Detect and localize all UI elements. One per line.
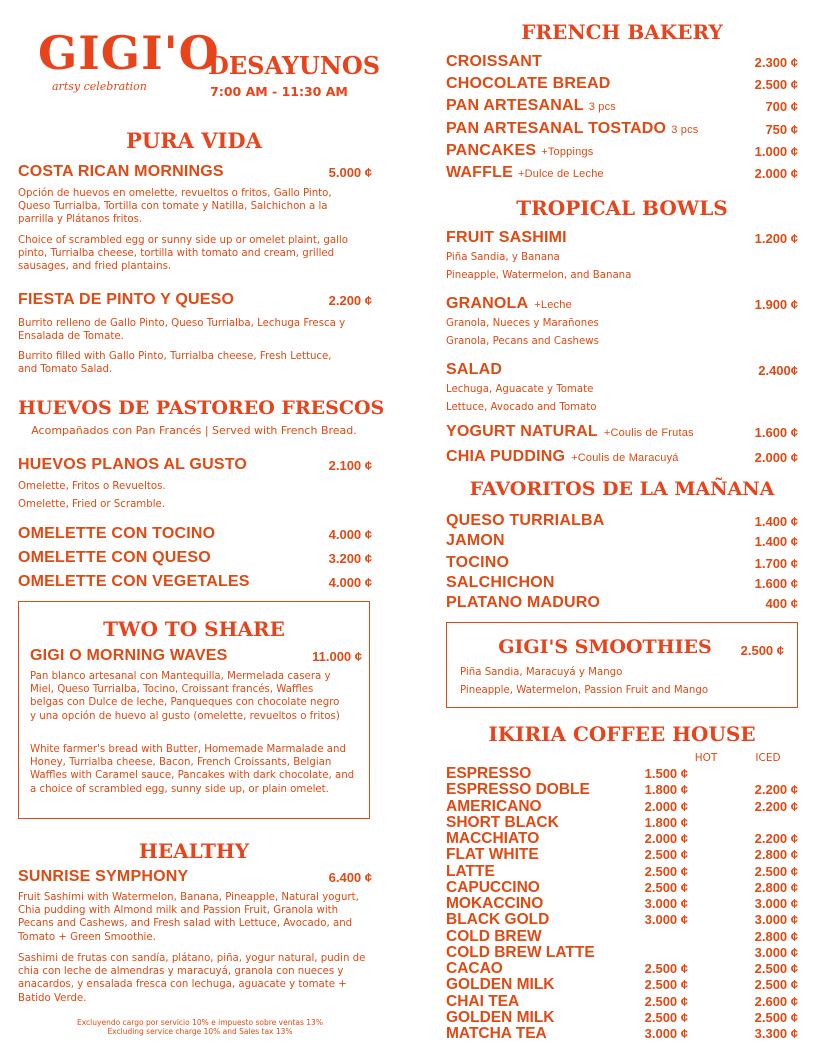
menu-item-desc-es: Pan blanco artesanal con Mantequilla, Mermelada casera y Miel, Queso Turrialba, Tocino, Croissant francés, Waffles belgas con Dulce de leche, Panqueques con chocolate negro y una opción de huevo al gusto (omelette, revueltos o fritos) — [30, 671, 340, 722]
tax-note-en: Excluding service charge 10% and Sales tax 13% — [107, 1027, 293, 1036]
coffee-hot-price: 2.500 ¢ — [644, 993, 688, 1009]
menu-item-name: OMELETTE CON VEGETALES — [18, 573, 250, 590]
menu-item-name: HUEVOS PLANOS AL GUSTO — [18, 456, 248, 473]
menu-item-name: GIGI O MORNING WAVES — [30, 647, 228, 664]
coffee-iced-price: 2.800 ¢ — [754, 928, 798, 944]
menu-item-label: FRUIT SASHIMI — [446, 229, 567, 246]
coffee-iced-price: 2.500 ¢ — [754, 1009, 798, 1025]
coffee-hot-price: 2.500 ¢ — [644, 863, 688, 879]
menu-item-desc-es: Granola, Nueces y Marañones — [446, 318, 599, 329]
coffee-name: GOLDEN MILK — [446, 976, 555, 994]
coffee-hot-price: 3.000 ¢ — [644, 1026, 688, 1041]
menu-item-note: +Leche — [534, 299, 572, 311]
menu-item-price: 1.400 ¢ — [754, 534, 798, 549]
menu-item-price: 1.700 ¢ — [754, 556, 798, 571]
coffee-hot-price: 2.000 ¢ — [644, 798, 688, 814]
menu-item-price: 3.200 ¢ — [328, 551, 372, 566]
coffee-row — [446, 766, 798, 782]
menu-item-label: CHIA PUDDING — [446, 448, 566, 465]
section-title-smoothies: GIGI'S SMOOTHIES — [498, 636, 712, 658]
menu-item-label: GRANOLA — [446, 295, 529, 312]
coffee-row — [446, 977, 798, 993]
coffee-iced-price: 2.500 ¢ — [754, 977, 798, 993]
menu-item-name: FIESTA DE PINTO Y QUESO — [18, 291, 235, 308]
menu-item-name — [446, 361, 502, 379]
menu-item-price: 4.000 ¢ — [328, 575, 372, 590]
menu-item-desc-es: Sashimi de frutas con sandía, plátano, piña, yogur natural, pudin de chia con leche de almendras y maracuyá, granola con nueces y anacardos, y ensalada fresca con lechuga, aguacate y tomate + Batido Verde. — [18, 953, 366, 1004]
menu-item-name: OMELETTE CON QUESO — [18, 549, 211, 566]
menu-item-name: SUNRISE SYMPHONY — [18, 868, 189, 885]
menu-item-price: 11.000 ¢ — [312, 649, 362, 664]
menu-item-name — [446, 229, 567, 247]
menu-item-note: 3 pcs — [588, 101, 617, 113]
menu-item-label: WAFFLE — [446, 164, 513, 181]
logo-tagline: artsy celebration — [52, 80, 147, 93]
menu-item-label: PANCAKES — [446, 142, 537, 159]
coffee-hot-price: 2.500 ¢ — [644, 961, 688, 976]
coffee-row — [446, 782, 798, 798]
menu-item-note: 3 pcs — [671, 124, 699, 136]
coffee-name: LATTE — [446, 862, 495, 880]
menu-item-price: 6.400 ¢ — [328, 870, 372, 885]
menu-item-name — [446, 164, 604, 182]
coffee-row — [446, 1010, 798, 1026]
coffee-row — [446, 896, 798, 912]
menu-item-note: +Coulis de Maracuyá — [571, 452, 679, 464]
menu-item-name: TOCINO — [446, 554, 510, 571]
menu-item-price: 2.300 ¢ — [754, 55, 798, 70]
coffee-iced-price: 3.000 ¢ — [754, 912, 798, 928]
section-title-pura-vida: PURA VIDA — [126, 128, 262, 153]
brand-logo — [38, 26, 220, 93]
coffee-iced-price: 3.000 ¢ — [754, 944, 798, 960]
coffee-iced-price: 2.500 ¢ — [754, 961, 798, 976]
menu-item-label: CROISSANT — [446, 53, 543, 70]
coffee-iced-price: 2.800 ¢ — [754, 879, 798, 895]
menu-item-label: PAN ARTESANAL — [446, 97, 584, 114]
menu-item-price: 5.000 ¢ — [328, 165, 372, 180]
menu-item-name — [446, 448, 679, 466]
coffee-name: MATCHA TEA — [446, 1025, 547, 1042]
coffee-name: COLD BREW — [446, 927, 542, 945]
coffee-hot-price: 2.000 ¢ — [644, 831, 688, 846]
tax-footer — [40, 1018, 360, 1036]
coffee-name: COLD BREW LATTE — [446, 943, 595, 961]
coffee-row — [446, 880, 798, 896]
coffee-row — [446, 1026, 798, 1042]
menu-item-name: PLATANO MADURO — [446, 594, 601, 611]
menu-item-desc-en: White farmer's bread with Butter, Homemade Marmalade and Honey, Turrialba cheese, Bacon, French Croissants, Belgian Waffles with Caramel sauce, Pancakes with dark chocolate, and a choice of scrambled egg, sunny side up, or plain omelet. — [30, 744, 355, 795]
coffee-row — [446, 864, 798, 880]
tax-note-es: Excluyendo cargo por servicio 10% e impuesto sobre ventas 13% — [77, 1018, 323, 1027]
menu-item-name: COSTA RICAN MORNINGS — [18, 163, 224, 180]
menu-item-name — [446, 120, 699, 138]
section-title-healthy: HEALTHY — [138, 839, 250, 863]
coffee-row — [446, 945, 798, 961]
coffee-hot-price: 2.500 ¢ — [644, 977, 688, 993]
menu-item-name: SALCHICHON — [446, 574, 555, 591]
iced-column-label: ICED — [755, 752, 781, 764]
menu-item-desc-en: Pineapple, Watermelon, and Banana — [446, 270, 632, 281]
menu-item-desc-en: Burrito filled with Gallo Pinto, Turrialba cheese, Fresh Lettuce, and Tomato Salad. — [18, 351, 332, 376]
coffee-name: MACCHIATO — [446, 830, 540, 847]
menu-item-price: 2.400¢ — [758, 363, 798, 378]
coffee-name: ESPRESSO — [446, 765, 532, 782]
menu-item-name — [446, 423, 694, 441]
smoothies-desc-en: Pineapple, Watermelon, Passion Fruit and Mango — [460, 685, 709, 696]
coffee-hot-price: 2.500 ¢ — [644, 879, 688, 895]
section-title-huevos: HUEVOS DE PASTOREO FRESCOS — [18, 397, 385, 419]
logo-wordmark: GIGI'O — [38, 26, 220, 80]
menu-item-price: 1.900 ¢ — [754, 297, 798, 312]
menu-item-name — [446, 142, 593, 160]
coffee-row — [446, 847, 798, 863]
menu-item-desc-en: Fruit Sashimi with Watermelon, Banana, Pineapple, Natural yogurt, Chia pudding with Almond milk and Passion Fruit, Granola with Pecans and Cashews, and Fresh salad with Lettuce, Avocado, and Tomato + Green Smoothie. — [18, 892, 359, 943]
coffee-name: FLAT WHITE — [446, 846, 539, 864]
menu-item-price: 1.400 ¢ — [754, 514, 798, 529]
menu-item-name — [446, 53, 542, 71]
coffee-name: SHORT BLACK — [446, 813, 559, 831]
coffee-row — [446, 831, 798, 847]
coffee-hot-price: 3.000 ¢ — [644, 912, 688, 928]
menu-item-name: JAMON — [446, 532, 505, 549]
coffee-name: CHAI TEA — [446, 992, 520, 1010]
menu-item-desc-en: Omelette, Fried or Scramble. — [18, 499, 166, 510]
menu-item-price: 2.000 ¢ — [754, 450, 798, 465]
menu-item-desc-es: Piña Sandia, y Banana — [446, 252, 560, 263]
menu-item-price: 1.600 ¢ — [754, 576, 798, 591]
coffee-row — [446, 994, 798, 1010]
coffee-hot-price: 1.500 ¢ — [644, 766, 688, 781]
coffee-name: AMERICANO — [446, 797, 542, 815]
menu-item-label: PAN ARTESANAL TOSTADO — [446, 120, 667, 137]
menu-item-price: 2.100 ¢ — [328, 458, 372, 473]
coffee-name: CAPUCCINO — [446, 878, 540, 896]
menu-item-name: OMELETTE CON TOCINO — [18, 525, 216, 542]
menu-item-price: 1.000 ¢ — [754, 144, 798, 159]
coffee-hot-price: 1.800 ¢ — [644, 782, 688, 798]
coffee-iced-price: 2.500 ¢ — [754, 863, 798, 879]
coffee-name: BLACK GOLD — [446, 911, 550, 929]
coffee-name: GOLDEN MILK — [446, 1008, 555, 1026]
menu-item-name — [446, 97, 616, 115]
section-title-coffee: IKIRIA COFFEE HOUSE — [488, 722, 756, 746]
menu-item-desc-en: Choice of scrambled egg or sunny side up or omelet plaint, gallo pinto, Turrialba cheese, tortilla with tomato and cream, grilled sausages, and fried plantains. — [18, 235, 348, 273]
section-title-two-to-share: TWO TO SHARE — [103, 617, 285, 641]
smoothies-desc-es: Piña Sandia, Maracuyá y Mango — [460, 667, 623, 678]
menu-item-price: 2.000 ¢ — [754, 166, 798, 181]
coffee-name: CACAO — [446, 960, 503, 977]
menu-item-label: YOGURT NATURAL — [446, 423, 598, 440]
coffee-iced-price: 2.200 ¢ — [754, 831, 798, 846]
menu-item-price: 700 ¢ — [765, 99, 798, 114]
coffee-row — [446, 912, 798, 928]
menu-item-price: 750 ¢ — [765, 122, 798, 137]
menu-item-price: 2.500 ¢ — [754, 77, 798, 92]
menu-item-desc-es: Omelette, Fritos o Revueltos. — [18, 481, 166, 492]
coffee-iced-price: 2.200 ¢ — [754, 798, 798, 814]
menu-item-price: 1.200 ¢ — [754, 231, 798, 246]
hot-column-label: HOT — [694, 752, 718, 764]
menu-item-desc-es: Burrito relleno de Gallo Pinto, Queso Turrialba, Lechuga Fresca y Ensalada de Tomate. — [18, 318, 346, 343]
coffee-iced-price: 3.000 ¢ — [754, 896, 798, 911]
menu-item-name — [446, 295, 572, 313]
menu-item-label: SALAD — [446, 361, 503, 378]
coffee-row — [446, 929, 798, 945]
coffee-iced-price: 2.200 ¢ — [754, 782, 798, 798]
coffee-hot-price: 3.000 ¢ — [644, 896, 688, 911]
coffee-row — [446, 961, 798, 977]
smoothies-price: 2.500 ¢ — [740, 643, 784, 658]
section-title-tropical-bowls: TROPICAL BOWLS — [516, 196, 728, 220]
menu-item-desc-es: Opción de huevos en omelette, revueltos o fritos, Gallo Pinto, Queso Turrialba, Tortilla con tomate y Natilla, Salchichon a la parrilla y Plátanos fritos. — [18, 188, 332, 226]
menu-item-note: +Dulce de Leche — [517, 168, 604, 180]
menu-item-note: +Coulis de Frutas — [603, 427, 694, 439]
coffee-iced-price: 2.800 ¢ — [754, 847, 798, 863]
menu-item-name — [446, 75, 610, 93]
menu-header — [208, 51, 381, 99]
coffee-hot-price: 1.800 ¢ — [644, 814, 688, 830]
coffee-iced-price: 2.600 ¢ — [754, 993, 798, 1009]
coffee-hot-price: 2.500 ¢ — [644, 847, 688, 863]
menu-title: DESAYUNOS — [208, 51, 381, 80]
coffee-name: ESPRESSO DOBLE — [446, 781, 590, 799]
coffee-iced-price: 3.300 ¢ — [754, 1026, 798, 1041]
menu-item-price: 2.200 ¢ — [328, 293, 372, 308]
menu-item-price: 1.600 ¢ — [754, 425, 798, 440]
menu-hours: 7:00 AM - 11:30 AM — [210, 84, 348, 99]
menu-item-desc-en: Granola, Pecans and Cashews — [446, 336, 599, 347]
coffee-row — [446, 799, 798, 815]
section-title-favoritos: FAVORITOS DE LA MAÑANA — [469, 478, 775, 500]
section-subtitle: Acompañados con Pan Francés | Served with French Bread. — [31, 424, 357, 437]
coffee-hot-price: 2.500 ¢ — [644, 1009, 688, 1025]
coffee-name: MOKACCINO — [446, 895, 544, 912]
menu-item-desc-es: Lechuga, Aguacate y Tomate — [446, 384, 594, 395]
menu-item-price: 400 ¢ — [765, 596, 798, 611]
menu-item-note: +Toppings — [541, 146, 594, 158]
coffee-row — [446, 815, 798, 831]
menu-item-name: QUESO TURRIALBA — [446, 512, 605, 529]
menu-item-label: CHOCOLATE BREAD — [446, 75, 611, 92]
section-title-french-bakery: FRENCH BAKERY — [521, 20, 723, 44]
menu-item-price: 4.000 ¢ — [328, 527, 372, 542]
menu-item-desc-en: Lettuce, Avocado and Tomato — [446, 402, 597, 413]
